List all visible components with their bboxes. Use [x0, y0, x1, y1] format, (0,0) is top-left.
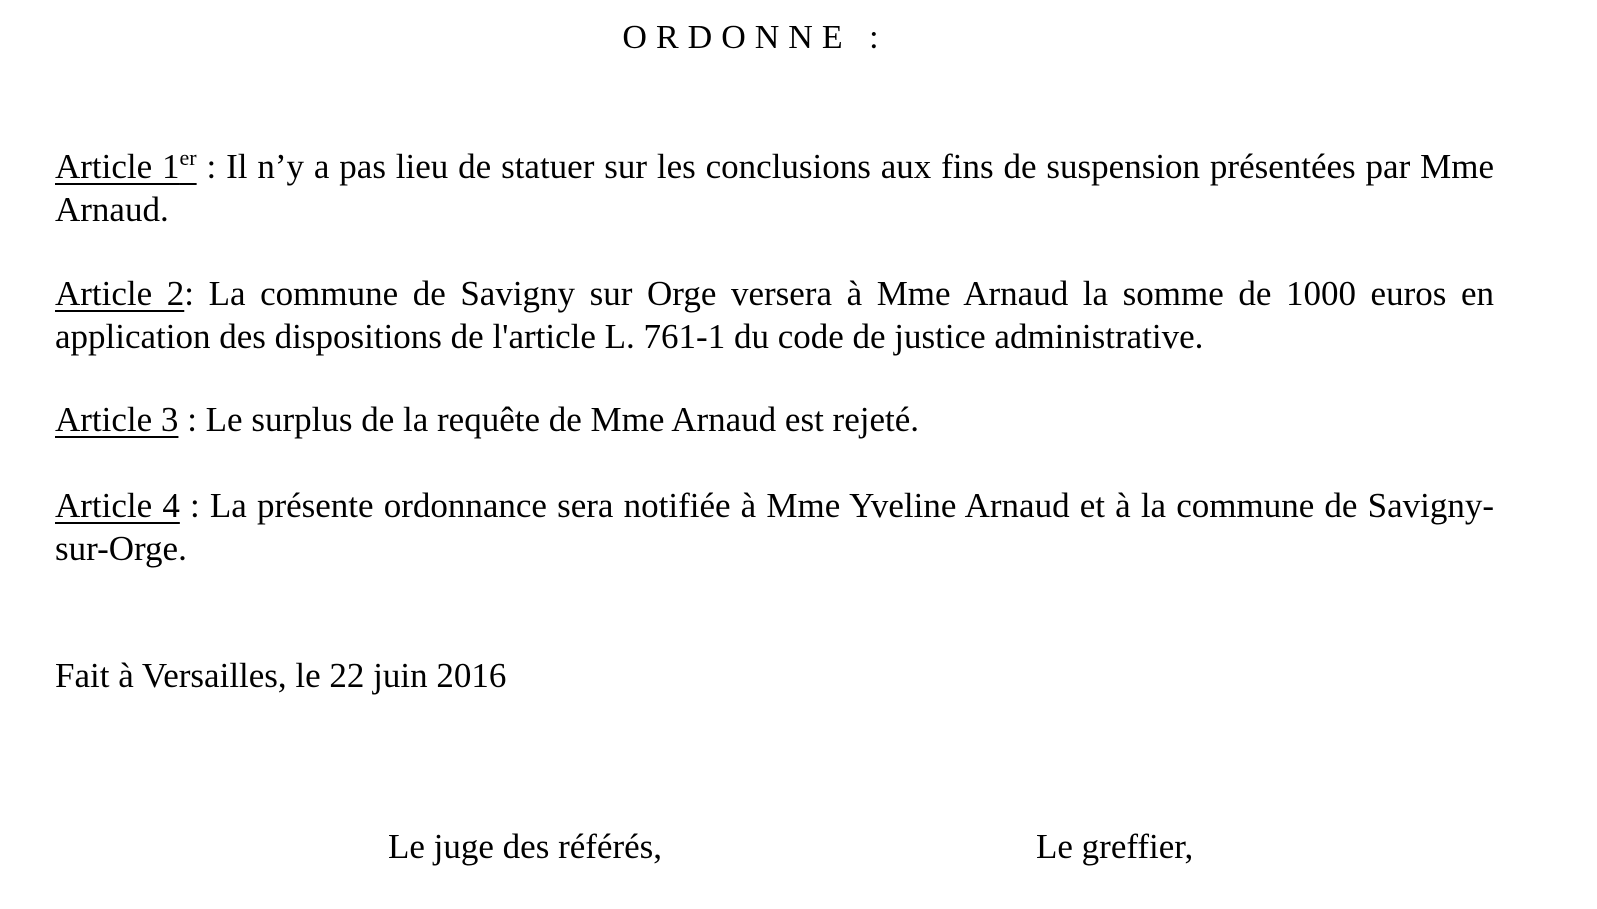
article-4	[55, 484, 1494, 570]
place-and-date: Fait à Versailles, le 22 juin 2016	[55, 656, 507, 695]
clerk-signature-label: Le greffier,	[1036, 827, 1194, 866]
article-4-text: La présente ordonnance sera notifiée à Mme Yveline Arnaud et à la commune de Savigny-sur-Orge.	[55, 486, 1494, 568]
article-1-separator: :	[196, 147, 227, 186]
article-4-label: Article 4	[55, 486, 180, 525]
judge-signature-label: Le juge des référés,	[388, 827, 663, 866]
article-2-text: La commune de Savigny sur Orge versera à Mme Arnaud la somme de 1000 euros en application des dispositions de l'article L. 761-1 du code de justice administrative.	[55, 274, 1494, 356]
article-3-label: Article 3	[55, 400, 179, 439]
article-1-label-superscript: er	[179, 145, 197, 170]
article-1-text: Il n’y a pas lieu de statuer sur les conclusions aux fins de suspension présentées par Mme Arnaud.	[55, 147, 1494, 229]
article-1	[55, 145, 1494, 231]
article-3-text: Le surplus de la requête de Mme Arnaud est rejeté.	[205, 400, 920, 439]
article-1-label-text: Article 1	[55, 147, 180, 186]
article-2-separator: :	[184, 274, 209, 313]
article-3	[55, 398, 1494, 441]
article-1-label	[55, 147, 197, 186]
ordonne-heading: ORDONNE :	[622, 19, 888, 56]
article-4-separator: :	[179, 486, 210, 525]
article-2-label: Article 2	[55, 274, 185, 313]
article-3-separator: :	[178, 400, 206, 439]
article-2	[55, 272, 1494, 358]
